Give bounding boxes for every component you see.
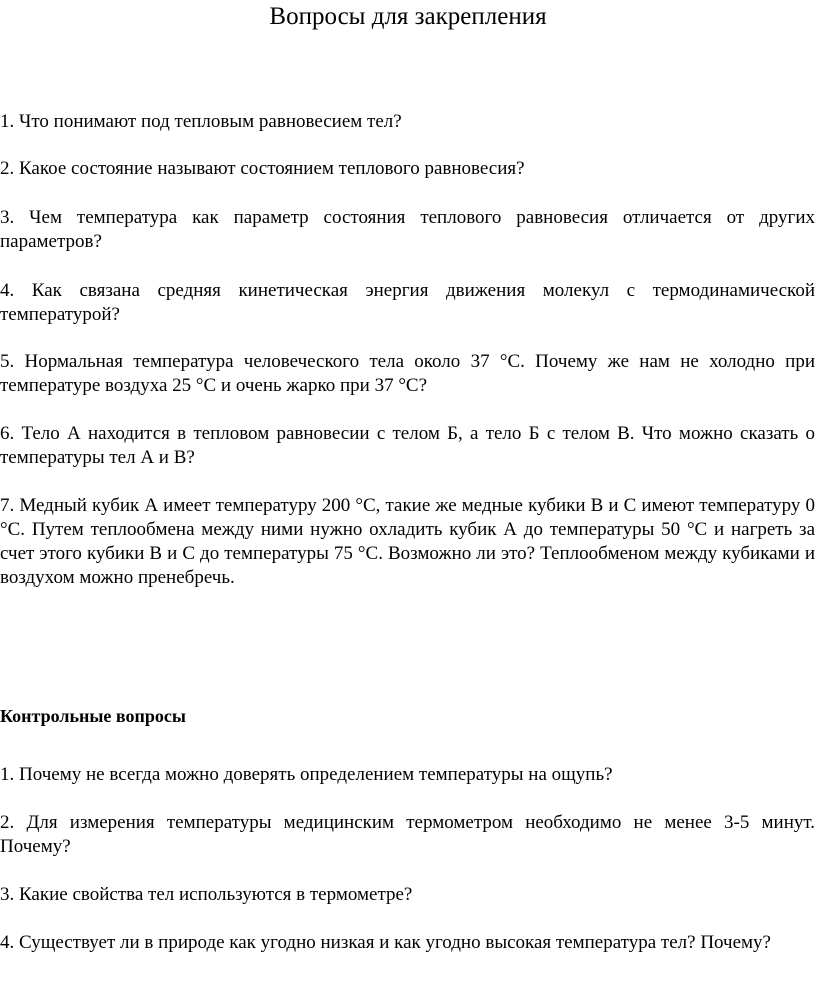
consolidation-question-3: 3. Чем температура как параметр состояния теплового равновесия отличается от других параметров? [0, 207, 815, 252]
control-question-3: 3. Какие свойства тел используются в термометре? [0, 884, 413, 905]
consolidation-question-6: 6. Тело А находится в тепловом равновесии с телом Б, а тело Б с телом В. Что можно сказать о температуры тел А и В? [0, 423, 815, 468]
control-question-4: 4. Существует ли в природе как угодно низкая и как угодно высокая температура тел? Почему? [0, 932, 771, 953]
control-question-2: 2. Для измерения температуры медицинским термометром необходимо не менее 3-5 минут. Почему? [0, 812, 815, 857]
consolidation-question-7: 7. Медный кубик А имеет температуру 200 °С, такие же медные кубики В и С имеют температуру 0 °С. Путем теплообмена между ними нужно охладить кубик А до температуры 50 °С и нагреть за счет этого кубики В и С до температуры 75 °С. Возможно ли это? Теплообменом между кубиками и воздухом можно пренебречь. [0, 495, 815, 588]
consolidation-question-1: 1. Что понимают под тепловым равновесием тел? [0, 111, 402, 132]
consolidation-question-5: 5. Нормальная температура человеческого тела около 37 °С. Почему же нам не холодно при температуре воздуха 25 °С и очень жарко при 37 °С? [0, 351, 815, 396]
control-question-1: 1. Почему не всегда можно доверять определением температуры на ощупь? [0, 764, 613, 785]
consolidation-question-2: 2. Какое состояние называют состоянием теплового равновесия? [0, 158, 525, 179]
consolidation-question-4: 4. Как связана средняя кинетическая энергия движения молекул с термодинамической температурой? [0, 280, 815, 325]
control-section-title: Контрольные вопросы [0, 706, 186, 726]
page-title: Вопросы для закрепления [269, 3, 547, 30]
